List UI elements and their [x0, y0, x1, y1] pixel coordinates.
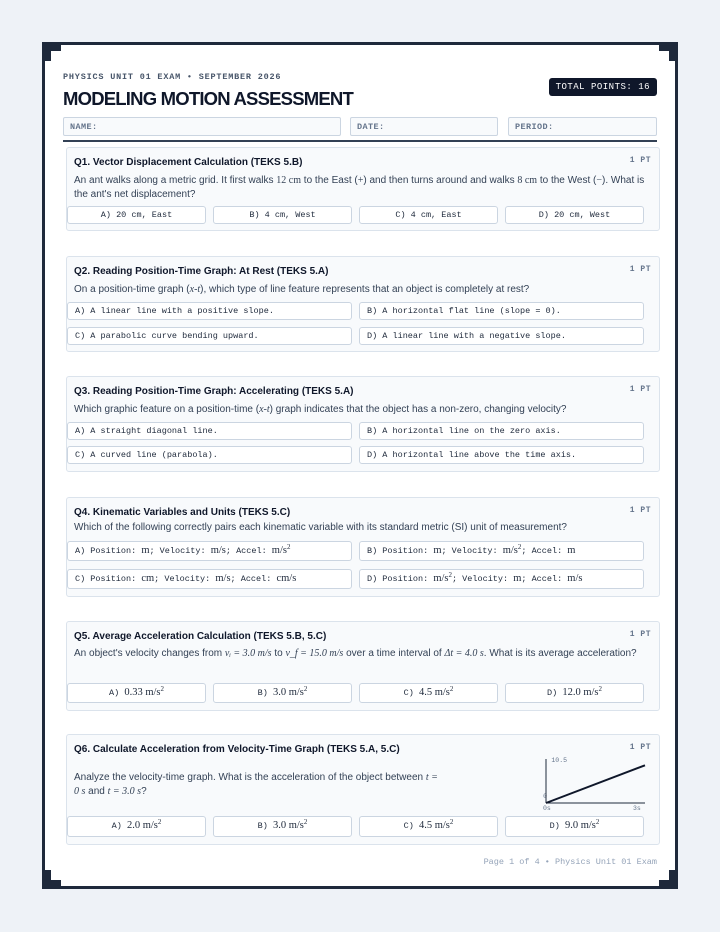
answer-option-a[interactable]: A) 0.33 $m/s^2$ — [67, 683, 206, 703]
answer-option-d[interactable]: D) A linear line with a negative slope. — [359, 327, 644, 345]
question-card-q2 — [66, 256, 660, 352]
question-points: 1 PT — [629, 630, 651, 639]
answer-option-d[interactable]: D) 12.0 $m/s^2$ — [505, 683, 644, 703]
corner-mark — [45, 870, 61, 886]
question-card-q4 — [66, 497, 660, 597]
answer-option-d[interactable]: D) A horizontal line above the time axis. — [359, 446, 644, 464]
corner-mark — [659, 870, 675, 886]
answer-option-c[interactable]: C) 4 cm, East — [359, 206, 498, 224]
question-points: 1 PT — [629, 265, 651, 274]
answer-option-c[interactable]: C) Position: cm; Velocity: m/s; Accel: cm/s — [67, 569, 352, 589]
answer-option-d[interactable]: D) Position: $m/s^2$; Velocity: m; Accel: m/s — [359, 569, 644, 589]
velocity-time-graph — [541, 757, 651, 823]
answer-option-b[interactable]: B) A horizontal flat line (slope = 0). — [359, 302, 644, 320]
question-text: On a position-time graph (x-t), which type of line feature represents that an object is completely at rest? — [74, 284, 530, 295]
velocity-line — [546, 765, 645, 803]
answer-option-c[interactable]: C) A parabolic curve bending upward. — [67, 327, 352, 345]
question-title: Q4. Kinematic Variables and Units (TEKS 5.C) — [74, 507, 291, 518]
question-points: 1 PT — [629, 743, 651, 752]
question-title: Q5. Average Acceleration Calculation (TEKS 5.B, 5.C) — [74, 631, 327, 642]
corner-mark — [45, 45, 61, 61]
answer-option-b[interactable]: B) 3.0 $m/s^2$ — [213, 683, 352, 703]
question-card-q3 — [66, 376, 660, 472]
exam-kicker: PHYSICS UNIT 01 EXAM • SEPTEMBER 2026 — [63, 72, 282, 82]
question-card-q5 — [66, 621, 660, 711]
answer-option-a[interactable]: A) A straight diagonal line. — [67, 422, 352, 440]
answer-option-b[interactable]: B) 3.0 $m/s^2$ — [213, 816, 352, 837]
question-text: Which of the following correctly pairs each kinematic variable with its standard metric (SI) unit of measurement? — [74, 522, 567, 533]
y-tick-bottom: 0 — [543, 793, 547, 800]
date-field[interactable]: DATE: — [350, 117, 498, 136]
answer-option-b[interactable]: B) A horizontal line on the zero axis. — [359, 422, 644, 440]
question-title: Q6. Calculate Acceleration from Velocity-Time Graph (TEKS 5.A, 5.C) — [74, 744, 400, 755]
exam-page — [42, 42, 678, 889]
answer-option-d[interactable]: D) 20 cm, West — [505, 206, 644, 224]
question-card-q1 — [66, 147, 660, 231]
question-text: An object's velocity changes from vᵢ = 3.0 m/s to v_f = 15.0 m/s over a time interval of Δt = 4.0 s. What is its average acceleration? — [74, 648, 637, 659]
answer-option-a[interactable]: A) A linear line with a positive slope. — [67, 302, 352, 320]
answer-option-c[interactable]: C) 4.5 $m/s^2$ — [359, 816, 498, 837]
period-field[interactable]: PERIOD: — [508, 117, 657, 136]
question-text: An ant walks along a metric grid. It first walks 12 cm to the East (+) and then turns around and walks 8 cm to the West (−). What is the ant's net displacement? — [74, 175, 645, 200]
answer-option-a[interactable]: A) 2.0 $m/s^2$ — [67, 816, 206, 837]
question-title: Q2. Reading Position-Time Graph: At Rest (TEKS 5.A) — [74, 266, 329, 277]
page-title: MODELING MOTION ASSESSMENT — [63, 88, 353, 109]
y-tick-top: 10.5 — [551, 757, 567, 764]
answer-option-c[interactable]: C) 4.5 $m/s^2$ — [359, 683, 498, 703]
name-field[interactable]: NAME: — [63, 117, 341, 136]
question-card-q6 — [66, 734, 660, 845]
answer-option-a[interactable]: A) 20 cm, East — [67, 206, 206, 224]
total-points-badge: TOTAL POINTS: 16 — [549, 78, 657, 96]
answer-option-c[interactable]: C) A curved line (parabola). — [67, 446, 352, 464]
question-points: 1 PT — [629, 506, 651, 515]
answer-option-a[interactable]: A) Position: m; Velocity: m/s; Accel: $m/s^2$ — [67, 541, 352, 561]
answer-option-b[interactable]: B) 4 cm, West — [213, 206, 352, 224]
x-tick-left: 0s — [543, 805, 551, 812]
question-points: 1 PT — [629, 385, 651, 394]
corner-mark — [659, 45, 675, 61]
question-title: Q3. Reading Position-Time Graph: Accelerating (TEKS 5.A) — [74, 386, 354, 397]
question-text: Which graphic feature on a position-time (x-t) graph indicates that the object has a non-zero, changing velocity? — [74, 404, 567, 415]
header-divider — [63, 140, 657, 142]
question-points: 1 PT — [629, 156, 651, 165]
x-tick-right: 3s — [633, 805, 641, 812]
answer-option-b[interactable]: B) Position: m; Velocity: $m/s^2$; Accel: m — [359, 541, 644, 561]
question-text: Analyze the velocity-time graph. What is the acceleration of the object between t = 0 s and t = 3.0 s? — [74, 772, 438, 797]
answer-option-d[interactable]: D) 9.0 $m/s^2$ — [505, 816, 644, 837]
page-footer: Page 1 of 4 • Physics Unit 01 Exam — [483, 857, 657, 867]
question-title: Q1. Vector Displacement Calculation (TEKS 5.B) — [74, 157, 303, 168]
